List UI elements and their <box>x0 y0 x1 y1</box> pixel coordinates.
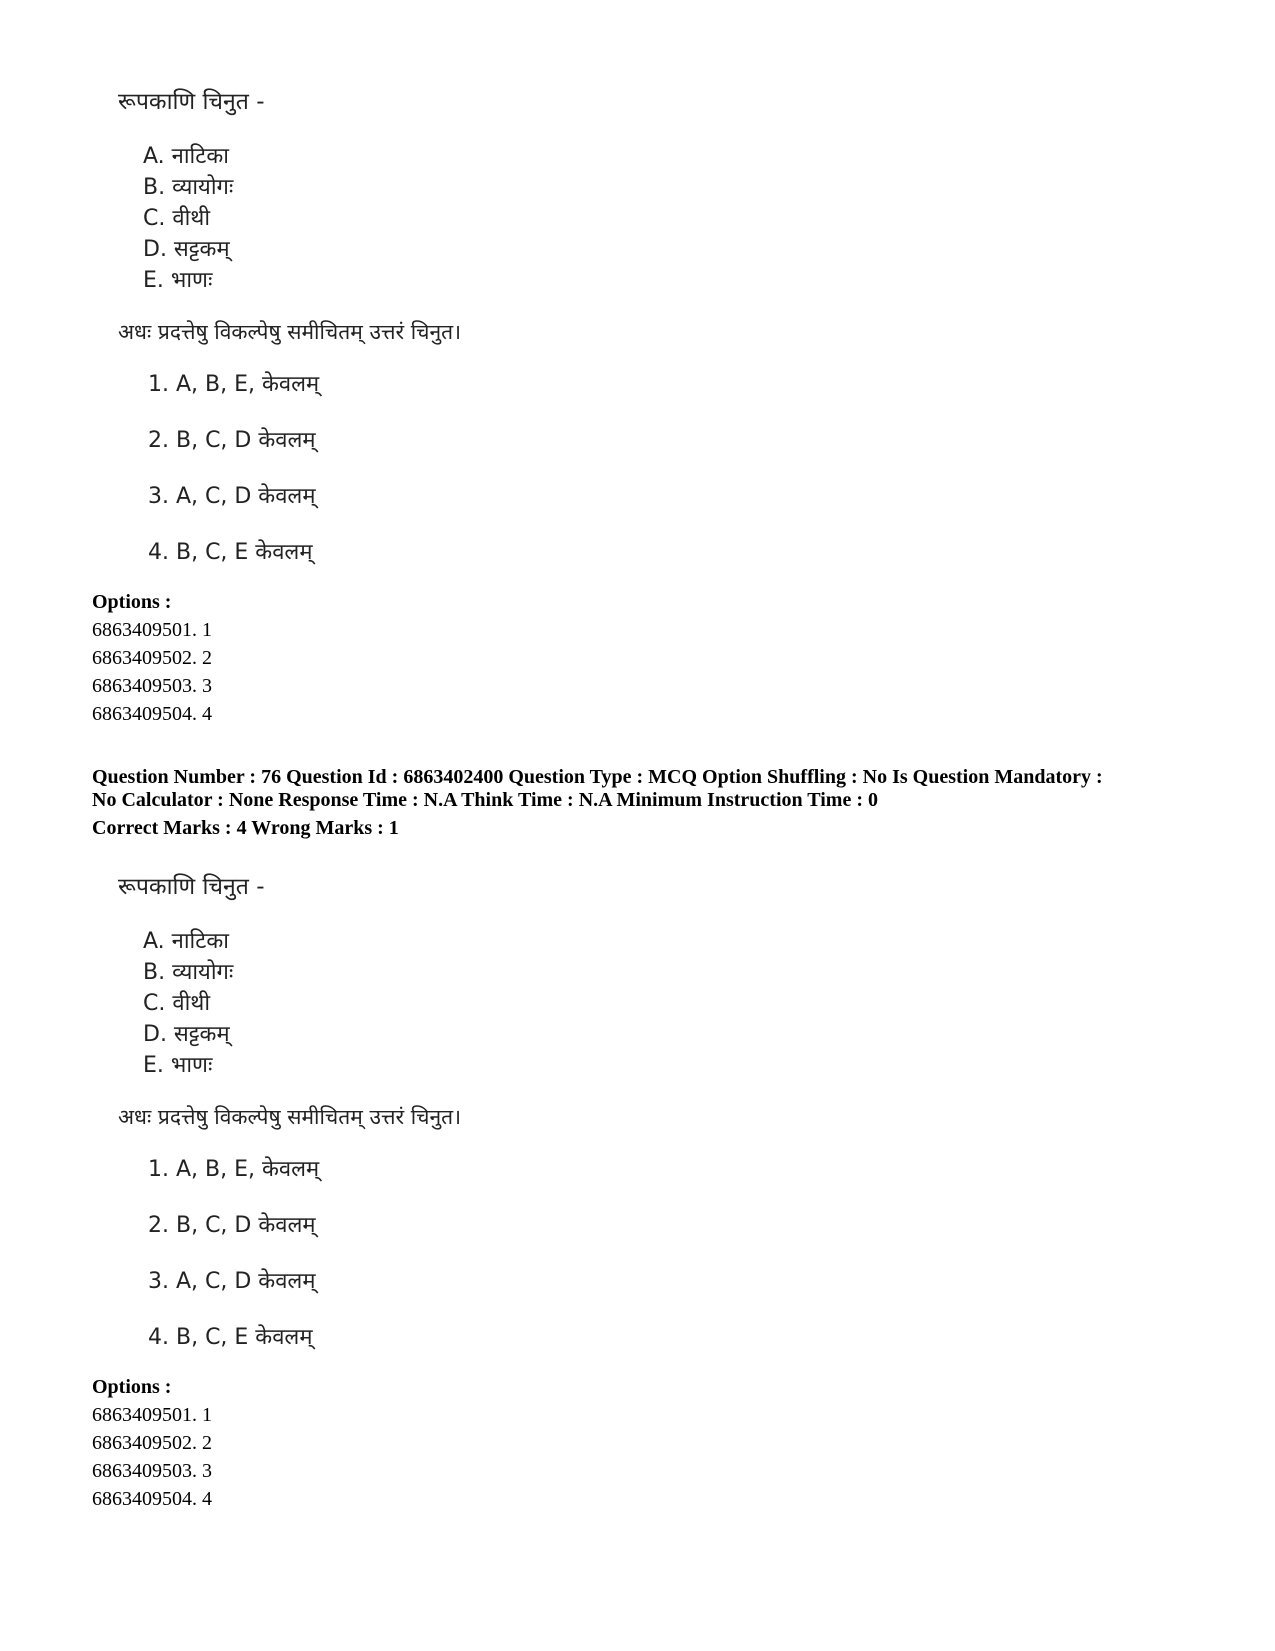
question-prompt: रूपकाणि चिनुत - <box>118 89 265 115</box>
option-id: 6863409503. 3 <box>92 675 212 697</box>
list-item: D. सट्टकम् <box>143 237 230 262</box>
option-id: 6863409501. 1 <box>92 1404 212 1426</box>
list-item: E. भाणः <box>143 1053 213 1078</box>
answer-choice: 4. B, C, E केवलम् <box>148 540 313 565</box>
answer-choice: 3. A, C, D केवलम् <box>148 1269 316 1294</box>
list-item: C. वीथी <box>143 206 211 231</box>
question-instruction: अधः प्रदत्तेषु विकल्पेषु समीचितम् उत्तरं चिनुत। <box>118 320 462 344</box>
answer-choice: 1. A, B, E, केवलम् <box>148 1157 320 1182</box>
answer-choice: 1. A, B, E, केवलम् <box>148 372 320 397</box>
question-prompt: रूपकाणि चिनुत - <box>118 874 265 900</box>
options-label: Options : <box>92 1376 172 1398</box>
question-marks: Correct Marks : 4 Wrong Marks : 1 <box>92 817 399 839</box>
list-item: B. व्यायोगः <box>143 960 234 985</box>
option-id: 6863409504. 4 <box>92 703 212 725</box>
answer-choice: 4. B, C, E केवलम् <box>148 1325 313 1350</box>
option-id: 6863409502. 2 <box>92 1432 212 1454</box>
list-item: E. भाणः <box>143 268 213 293</box>
question-instruction: अधः प्रदत्तेषु विकल्पेषु समीचितम् उत्तरं चिनुत। <box>118 1105 462 1129</box>
option-id: 6863409503. 3 <box>92 1460 212 1482</box>
list-item: A. नाटिका <box>143 929 229 954</box>
option-id: 6863409504. 4 <box>92 1488 212 1510</box>
answer-choice: 2. B, C, D केवलम् <box>148 428 316 453</box>
list-item: D. सट्टकम् <box>143 1022 230 1047</box>
question-meta-line: No Calculator : None Response Time : N.A Think Time : N.A Minimum Instruction Time : 0 <box>92 789 878 811</box>
options-label: Options : <box>92 591 172 613</box>
list-item: A. नाटिका <box>143 144 229 169</box>
list-item: B. व्यायोगः <box>143 175 234 200</box>
option-id: 6863409502. 2 <box>92 647 212 669</box>
answer-choice: 2. B, C, D केवलम् <box>148 1213 316 1238</box>
option-id: 6863409501. 1 <box>92 619 212 641</box>
question-meta-line: Question Number : 76 Question Id : 6863402400 Question Type : MCQ Option Shuffling : No Is Question Mandatory : <box>92 766 1103 788</box>
answer-choice: 3. A, C, D केवलम् <box>148 484 316 509</box>
list-item: C. वीथी <box>143 991 211 1016</box>
